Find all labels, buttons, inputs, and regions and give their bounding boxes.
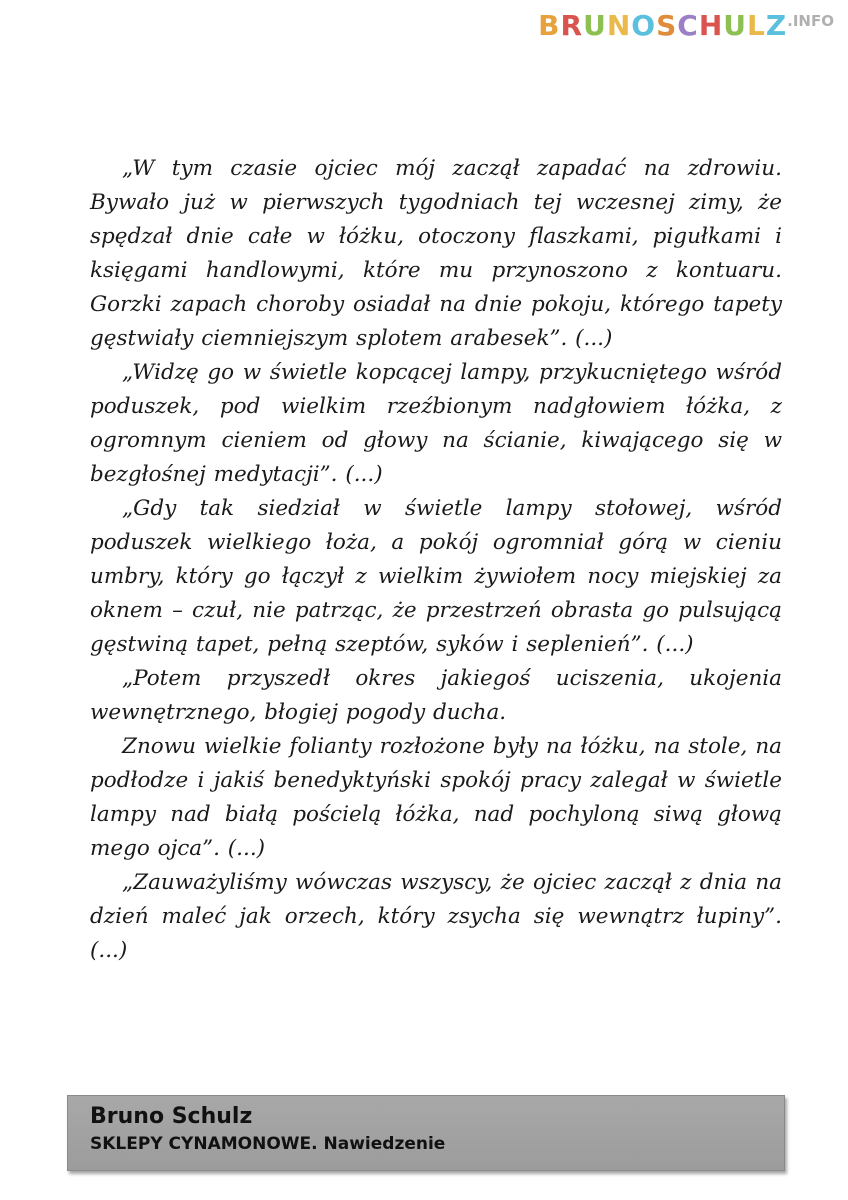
paragraph: „Widzę go w świetle kopcącej lampy, przykucniętego wśród poduszek, pod wielkim rzeźbionym nadgłowiem łóżka, z ogromnym cieniem od głowy na ścianie, kiwającego się w bezgłośnej medytacji”. (...): [90, 360, 782, 487]
logo-letter: N: [606, 9, 632, 42]
logo-letter: H: [698, 9, 724, 42]
logo-letter: L: [747, 9, 766, 42]
logo-letter: R: [560, 9, 584, 42]
source-footer: [67, 1095, 785, 1171]
paragraph: „Potem przyszedł okres jakiegoś uciszenia, ukojenia wewnętrznego, błogiej pogody ducha.: [90, 666, 782, 725]
logo-letter: S: [656, 9, 678, 42]
work-title: SKLEPY CYNAMONOWE. Nawiedzenie: [90, 1134, 446, 1154]
logo-letter: U: [723, 9, 747, 42]
logo-letter: B: [538, 9, 561, 42]
logo-letter: U: [583, 9, 607, 42]
logo-suffix: .INFO: [787, 12, 834, 30]
logo-letter: O: [631, 9, 657, 42]
site-logo[interactable]: [538, 9, 834, 42]
quote-text: [90, 152, 782, 968]
paragraph: „Gdy tak siedział w świetle lampy stołowej, wśród poduszek wielkiego łoża, a pokój ogromniał górą w cieniu umbry, który go łączył z wielkim żywiołem nocy miejskiej za oknem – czuł, nie patrząc, że przestrzeń obrasta go pulsującą gęstwiną tapet, pełną szeptów, syków i seplenień”. (...): [90, 496, 782, 657]
paragraph: Znowu wielkie folianty rozłożone były na łóżku, na stole, na podłodze i jakiś benedyktyński spokój pracy zalegał w świetle lampy nad białą pościelą łóżka, nad pochyloną siwą głową mego ojca”. (...): [90, 734, 782, 861]
logo-letter: Z: [765, 9, 788, 42]
author-name: Bruno Schulz: [90, 1104, 253, 1129]
logo-letter: C: [677, 9, 699, 42]
paragraph: „W tym czasie ojciec mój zaczął zapadać na zdrowiu. Bywało już w pierwszych tygodniach tej wczesnej zimy, że spędzał dnie całe w łóżku, otoczony flaszkami, pigułkami i księgami handlowymi, które mu przynoszono z kontuaru. Gorzki zapach choroby osiadał na dnie pokoju, którego tapety gęstwiały ciemniejszym splotem arabesek”. (...): [90, 156, 782, 351]
paragraph: „Zauważyliśmy wówczas wszyscy, że ojciec zaczął z dnia na dzień maleć jak orzech, który zsycha się wewnątrz łupiny”. (...): [90, 870, 782, 963]
